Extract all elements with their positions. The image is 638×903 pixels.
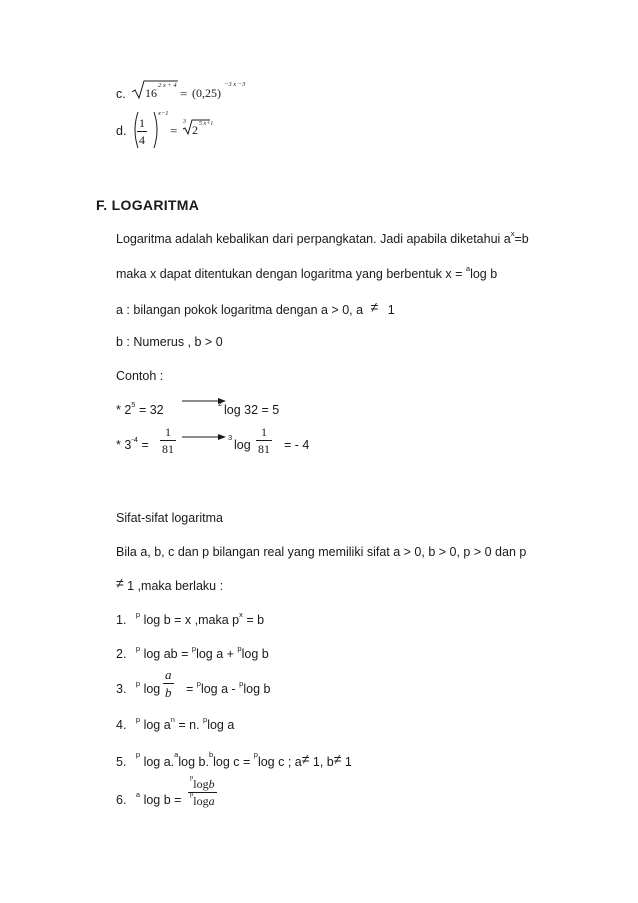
- property-3-text-c: log b: [243, 682, 271, 696]
- example-2-result: = - 4: [284, 438, 310, 452]
- property-number: 3.: [116, 682, 127, 696]
- property-4: [116, 715, 235, 732]
- definition-b: b : Numerus , b > 0: [116, 335, 223, 349]
- property-3-log: log: [143, 682, 161, 696]
- property-4-text-a: log a: [143, 718, 171, 732]
- intro-line-1-text: Logaritma adalah kebalikan dari perpangkatan. Jadi apabila diketahui a: [116, 232, 511, 246]
- intro-line-2: [116, 264, 498, 281]
- property-number: 6.: [116, 793, 127, 807]
- properties-heading: Sifat-sifat logaritma: [116, 511, 223, 525]
- property-1: [116, 610, 265, 627]
- definition-a: [116, 299, 395, 317]
- fraction-numerator: [188, 774, 217, 792]
- fraction-numerator-log: log: [193, 777, 209, 791]
- example-1-sup: 5: [131, 400, 136, 409]
- contoh-label: Contoh :: [116, 369, 164, 383]
- property-6-text: log b =: [143, 793, 182, 807]
- exercise-c-root-exp: 2 x + 4: [158, 82, 177, 89]
- property-number: 4.: [116, 718, 127, 732]
- arrow-right-icon: [182, 432, 226, 442]
- exercise-c-root-base: 16: [145, 86, 157, 100]
- exercise-d-equals: =: [170, 123, 178, 138]
- property-4-text-b: = n.: [174, 718, 204, 732]
- example-2-log-base: 3: [228, 433, 233, 442]
- definition-a-text: a : bilangan pokok logaritma dengan a > 0, a: [116, 303, 364, 317]
- property-2-text-c: log b: [241, 647, 269, 661]
- exercise-d-root-exp: 5 x+1: [199, 121, 214, 127]
- property-2: [116, 644, 269, 661]
- property-1-end: = b: [242, 613, 265, 627]
- property-3-base-3: p: [239, 679, 244, 688]
- property-number: 5.: [116, 755, 127, 769]
- property-5-base: p: [135, 750, 141, 759]
- property-1-text: log b = x ,maka p: [143, 613, 240, 627]
- property-2-text-a: log ab =: [143, 647, 192, 661]
- exercise-c-rhs-base: (0,25): [192, 86, 221, 100]
- example-2-log-text: log: [234, 438, 251, 452]
- example-1-result: = 32: [135, 403, 164, 417]
- property-6-fraction: [188, 774, 217, 808]
- not-equal-icon: ≠: [333, 751, 342, 767]
- not-equal-icon: ≠: [301, 751, 310, 767]
- fraction-denominator-var: a: [208, 794, 215, 808]
- example-1-rhs: [218, 399, 280, 417]
- property-5-text-b: log b.: [178, 755, 209, 769]
- fraction-numerator: a: [165, 667, 172, 682]
- property-6: [116, 790, 182, 807]
- fraction-denominator-log: log: [193, 794, 209, 808]
- property-5: [116, 750, 352, 769]
- property-4-text-c: log a: [207, 718, 235, 732]
- fraction-numerator: 1: [139, 116, 145, 130]
- example-2-fraction: [160, 426, 176, 455]
- exercise-d-label: d.: [116, 124, 127, 138]
- property-3-rhs: [186, 679, 271, 696]
- property-3: [116, 679, 161, 696]
- not-equal-icon: ≠: [370, 299, 379, 315]
- example-2-base: * 3: [116, 438, 132, 452]
- property-3-text-b: log a -: [200, 682, 240, 696]
- exercise-c-rhs-exp: −3 x −3: [224, 81, 246, 88]
- property-5-text-c: log c =: [213, 755, 254, 769]
- property-2-base-2: p: [191, 644, 197, 653]
- property-number: 2.: [116, 647, 127, 661]
- intro-line-2-end: log b: [470, 267, 498, 281]
- property-2-base: p: [135, 644, 141, 653]
- fraction-numerator: 1: [261, 425, 267, 439]
- property-4-exp: n: [170, 715, 175, 724]
- fraction-denominator-base: p: [190, 791, 194, 798]
- example-2-rhs-fraction: [256, 426, 272, 455]
- property-3-base: p: [135, 679, 141, 688]
- fraction-numerator-var: b: [208, 777, 215, 791]
- exercise-d-root-base: 2: [192, 123, 198, 137]
- intro-line-2-sup: a: [465, 264, 471, 273]
- property-5-text-f: 1: [341, 755, 352, 769]
- section-heading: F. LOGARITMA: [96, 197, 200, 213]
- property-number: 1.: [116, 613, 127, 627]
- fraction-denominator: 81: [258, 442, 270, 456]
- example-2-sup: -4: [131, 435, 138, 444]
- fraction-denominator: b: [165, 685, 172, 700]
- property-5-base-4: p: [253, 750, 258, 759]
- property-5-base-2: a: [174, 750, 179, 759]
- exercise-d-root-index: 3: [183, 119, 186, 125]
- property-3-base-2: p: [196, 679, 201, 688]
- fraction-denominator: 81: [162, 442, 174, 456]
- exercise-d-fraction: [137, 117, 147, 146]
- example-2-lhs: [116, 435, 149, 452]
- property-5-base-3: b: [208, 750, 214, 759]
- intro-line-2-text: maka x dapat ditentukan dengan logaritma yang berbentuk x =: [116, 267, 466, 281]
- fraction-numerator: 1: [165, 425, 171, 439]
- intro-line-1-sup: x: [510, 229, 515, 238]
- fraction-numerator-base: p: [190, 774, 194, 781]
- property-4-base-2: p: [203, 715, 208, 724]
- example-1-base: * 2: [116, 403, 132, 417]
- example-1-log-text: log 32 = 5: [224, 403, 280, 417]
- property-2-text-b: log a +: [196, 647, 238, 661]
- properties-intro-line-2-text: 1 ,maka berlaku :: [123, 579, 224, 593]
- definition-a-end: 1: [387, 303, 395, 317]
- property-3-equals: =: [186, 682, 197, 696]
- property-2-base-3: p: [237, 644, 242, 653]
- property-5-text-d: log c ; a: [257, 755, 302, 769]
- property-4-base: p: [135, 715, 141, 724]
- fraction-denominator: 4: [139, 133, 145, 147]
- example-1-lhs: [116, 400, 164, 417]
- exercise-c-label: c.: [116, 87, 126, 101]
- intro-line-1: [116, 229, 529, 246]
- not-equal-icon: ≠: [116, 575, 124, 591]
- example-1-log-base: 2: [218, 399, 223, 408]
- property-6-base: a: [135, 790, 141, 799]
- exercise-d-exp: x−1: [158, 110, 169, 117]
- property-3-fraction: [163, 668, 174, 699]
- property-5-text-e: 1, b: [309, 755, 334, 769]
- example-2-equals: =: [137, 438, 149, 452]
- property-5-text-a: log a.: [143, 755, 175, 769]
- property-1-base: p: [135, 610, 141, 619]
- properties-intro-line-2: [116, 575, 224, 593]
- intro-line-1-end: =b: [514, 232, 529, 246]
- property-1-exp: x: [239, 610, 243, 619]
- properties-intro-line-1: Bila a, b, c dan p bilangan real yang memiliki sifat a > 0, b > 0, p > 0 dan p: [116, 545, 527, 559]
- fraction-denominator: [188, 792, 217, 807]
- exercise-c-equals: =: [180, 86, 188, 101]
